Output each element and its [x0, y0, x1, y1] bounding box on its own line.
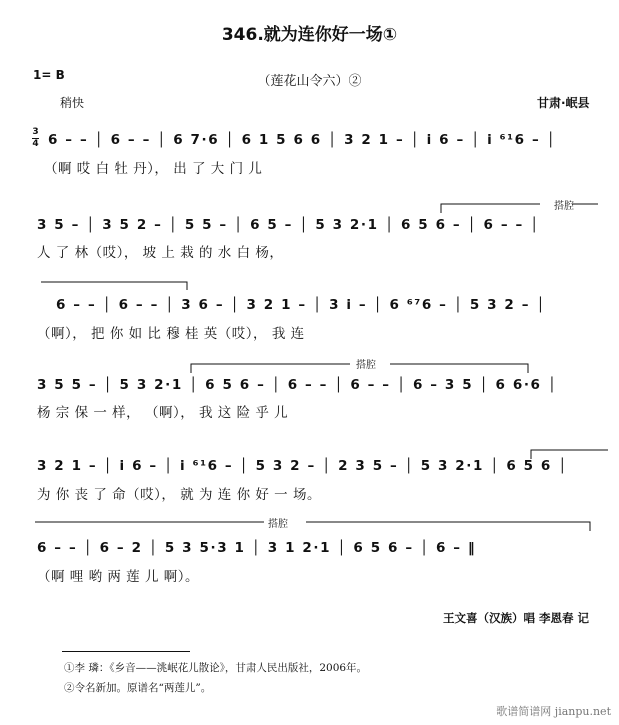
time-denominator: 4 [32, 139, 39, 149]
footnote-divider [62, 651, 190, 652]
notation-line: 3 5 5 – │ 5 3 2·1 │ 6 5 6 – │ 6 – – │ 6 – – │ 6 – 3 5 │ 6 6·6 │ [37, 377, 558, 393]
lyrics-line: （啊 哎 白 牡 丹）， 出 了 大 门 儿 [44, 161, 263, 177]
subtitle: （莲花山令六）② [257, 74, 362, 89]
region-label: 甘肃·岷县 [537, 96, 590, 110]
notation-line: 6 – – │ 6 – – │ 3 6 – │ 3 2 1 – │ 3 i – │ 6 ⁶⁷6 – │ 5 3 2 – │ [56, 297, 547, 313]
lyrics-line: 为 你 丧 了 命（哎）， 就 为 连 你 好 一 场。 [37, 487, 321, 503]
performance-label: 搭腔 [268, 519, 288, 530]
watermark: 歌谱简谱网 jianpu.net [496, 705, 611, 718]
footnote-2: ②令名新加。原谱名“两莲儿”。 [64, 682, 212, 694]
time-signature [32, 128, 39, 149]
footnote-1: ①李 璘：《乡音——洮岷花儿散论》，甘肃人民出版社，2006年。 [64, 662, 368, 674]
lyrics-line: （啊）， 把 你 如 比 穆 桂 英（哎）， 我 连 [37, 326, 305, 342]
page-title: 346.就为连你好一场① [221, 25, 398, 45]
performance-bracket [190, 360, 590, 374]
notation-line: 3 5 – │ 3 5 2 – │ 5 5 – │ 6 5 – │ 5 3 2·1 │ 6 5 6 – │ 6 – – │ [37, 217, 540, 233]
performance-label: 搭腔 [356, 360, 376, 371]
lyrics-line: 人 了 林（哎）， 坡 上 栽 的 水 白 杨， [37, 245, 284, 261]
performer-credit: 王文喜（汉族）唱 李恩春 记 [442, 611, 589, 625]
performance-bracket [440, 200, 600, 214]
notation-line: 6 – – │ 6 – – │ 6 7·6 │ 6 1 5 6 6 │ 3 2 1 – │ i 6 – │ i ⁶¹6 – │ [48, 132, 557, 148]
key-signature: 1= B [33, 68, 65, 82]
performance-bracket [40, 278, 190, 290]
time-numerator: 3 [32, 127, 39, 137]
tempo-marking: 稍快 [60, 96, 85, 110]
lyrics-line: 杨 宗 保 一 样， （啊）， 我 这 险 乎 儿 [37, 405, 289, 421]
notation-line: 6 – – │ 6 – 2 │ 5 3 5·3 1 │ 3 1 2·1 │ 6 5 6 – │ 6 – ‖ [37, 540, 477, 556]
lyrics-line: （啊 哩 哟 两 莲 儿 啊）。 [37, 569, 199, 585]
notation-line: 3 2 1 – │ i 6 – │ i ⁶¹6 – │ 5 3 2 – │ 2 3 5 – │ 5 3 2·1 │ 6 5 6 │ [37, 458, 568, 474]
performance-bracket [34, 518, 594, 532]
performance-label: 搭腔 [554, 201, 574, 212]
